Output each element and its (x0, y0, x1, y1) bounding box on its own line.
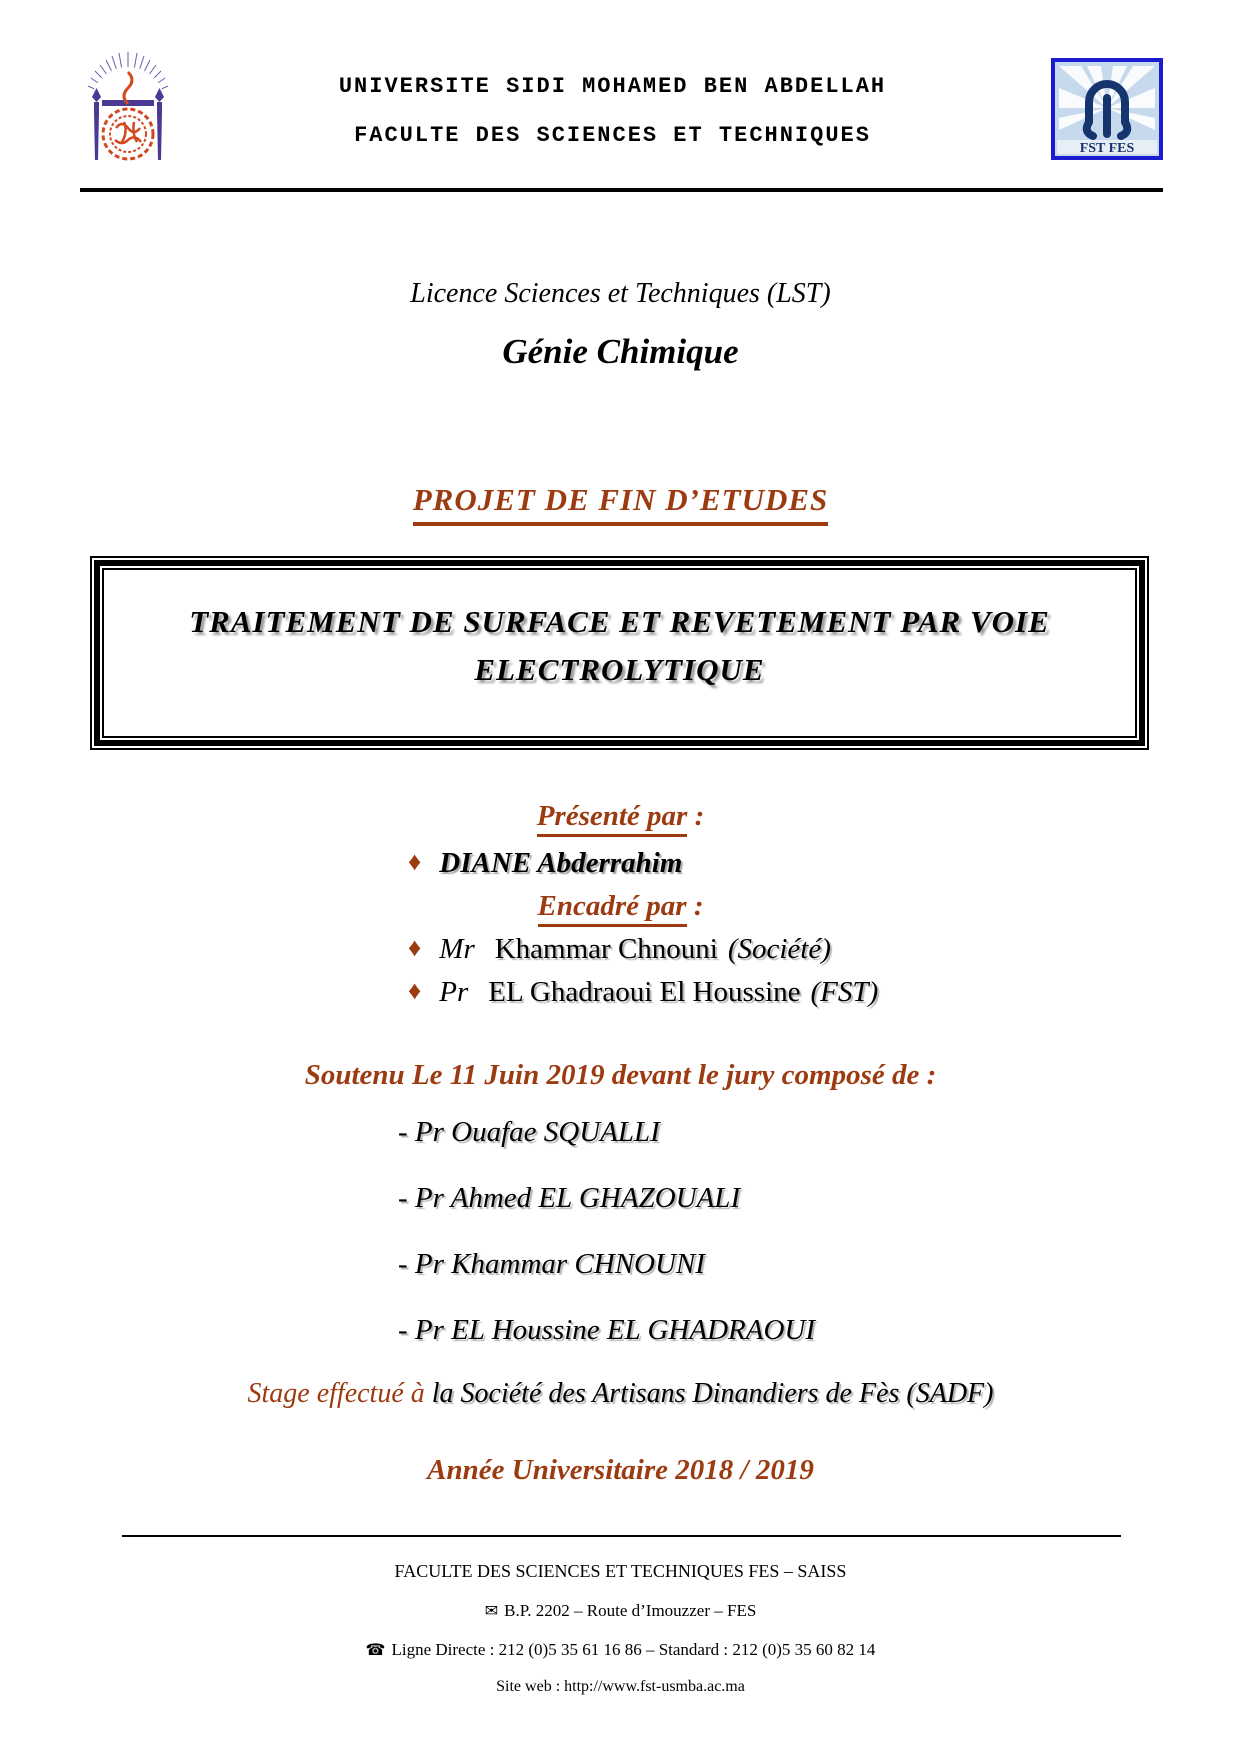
page-footer (0, 1561, 1241, 1696)
degree-program: Licence Sciences et Techniques (LST) (410, 278, 831, 309)
jury-member: - Pr Ahmed EL GHAZOUALI (398, 1182, 741, 1215)
header-divider (80, 188, 1163, 192)
phone-icon: ☎ (365, 1642, 386, 1660)
supervisor-title: Pr (439, 976, 469, 1009)
student-row (408, 847, 1241, 880)
footer-divider (122, 1535, 1121, 1537)
report-kind-heading: PROJET DE FIN D’ETUDES (413, 482, 829, 526)
supervised-by-colon: : (686, 890, 704, 923)
supervisor-row (408, 976, 1241, 1009)
internship-prefix: Stage effectué à (247, 1378, 432, 1410)
fst-fes-logo-icon (1051, 58, 1163, 160)
jury-list (398, 1114, 1241, 1348)
jury-member: - Pr EL Houssine EL GHADRAOUI (398, 1314, 816, 1347)
academic-year: Année Universitaire 2018 / 2019 (427, 1454, 814, 1487)
footer-address (0, 1601, 1241, 1621)
mail-icon: ✉ (484, 1603, 499, 1621)
supervisor-name: Khammar Chnouni (494, 933, 718, 966)
presented-by-colon: : (687, 800, 705, 833)
internship-host: la Société des Artisans Dinandiers de Fès (SADF) (431, 1378, 994, 1410)
footer-phones (0, 1640, 1241, 1660)
footer-website: Site web : http://www.fst-usmba.ac.ma (496, 1678, 745, 1696)
university-name: UNIVERSITE SIDI MOHAMED BEN ABDELLAH (338, 74, 887, 99)
presented-by-label: Présenté par (537, 800, 688, 837)
report-title-line2: ELECTROLYTIQUE (474, 652, 765, 688)
page-header (82, 0, 1163, 174)
supervisor-title: Mr (439, 933, 475, 966)
diamond-bullet-icon: ♦ (408, 847, 422, 877)
degree-specialty: Génie Chimique (502, 332, 739, 371)
supervisor-affiliation: (FST) (810, 976, 879, 1009)
header-title-block (174, 52, 1051, 148)
title-box (90, 556, 1149, 750)
university-logo-icon (82, 52, 174, 174)
supervisor-affiliation: (Société) (727, 933, 831, 966)
internship-line (0, 1378, 1241, 1410)
jury-member: - Pr Khammar CHNOUNI (398, 1248, 705, 1281)
footer-faculty: FACULTE DES SCIENCES ET TECHNIQUES FES – SAISS (394, 1561, 847, 1582)
faculty-name: FACULTE DES SCIENCES ET TECHNIQUES (354, 123, 871, 148)
student-name: DIANE Abderrahim (439, 847, 683, 880)
defense-intro: Soutenu Le 11 Juin 2019 devant le jury composé de : (304, 1059, 937, 1092)
fst-fes-logo-caption: FST FES (1079, 141, 1135, 156)
jury-member: - Pr Ouafae SQUALLI (398, 1116, 660, 1149)
supervised-by-label: Encadré par (538, 890, 687, 927)
supervisor-name: EL Ghadraoui El Houssine (488, 976, 801, 1009)
diamond-bullet-icon: ♦ (408, 976, 422, 1006)
diamond-bullet-icon: ♦ (408, 933, 422, 963)
report-title-line1: TRAITEMENT DE SURFACE ET REVETEMENT PAR VOIE (189, 604, 1050, 639)
supervisor-row (408, 933, 1241, 966)
footer-address-text: B.P. 2202 – Route d’Imouzzer – FES (504, 1601, 757, 1621)
footer-phones-text: Ligne Directe : 212 (0)5 35 61 16 86 – Standard : 212 (0)5 35 60 82 14 (391, 1640, 876, 1660)
